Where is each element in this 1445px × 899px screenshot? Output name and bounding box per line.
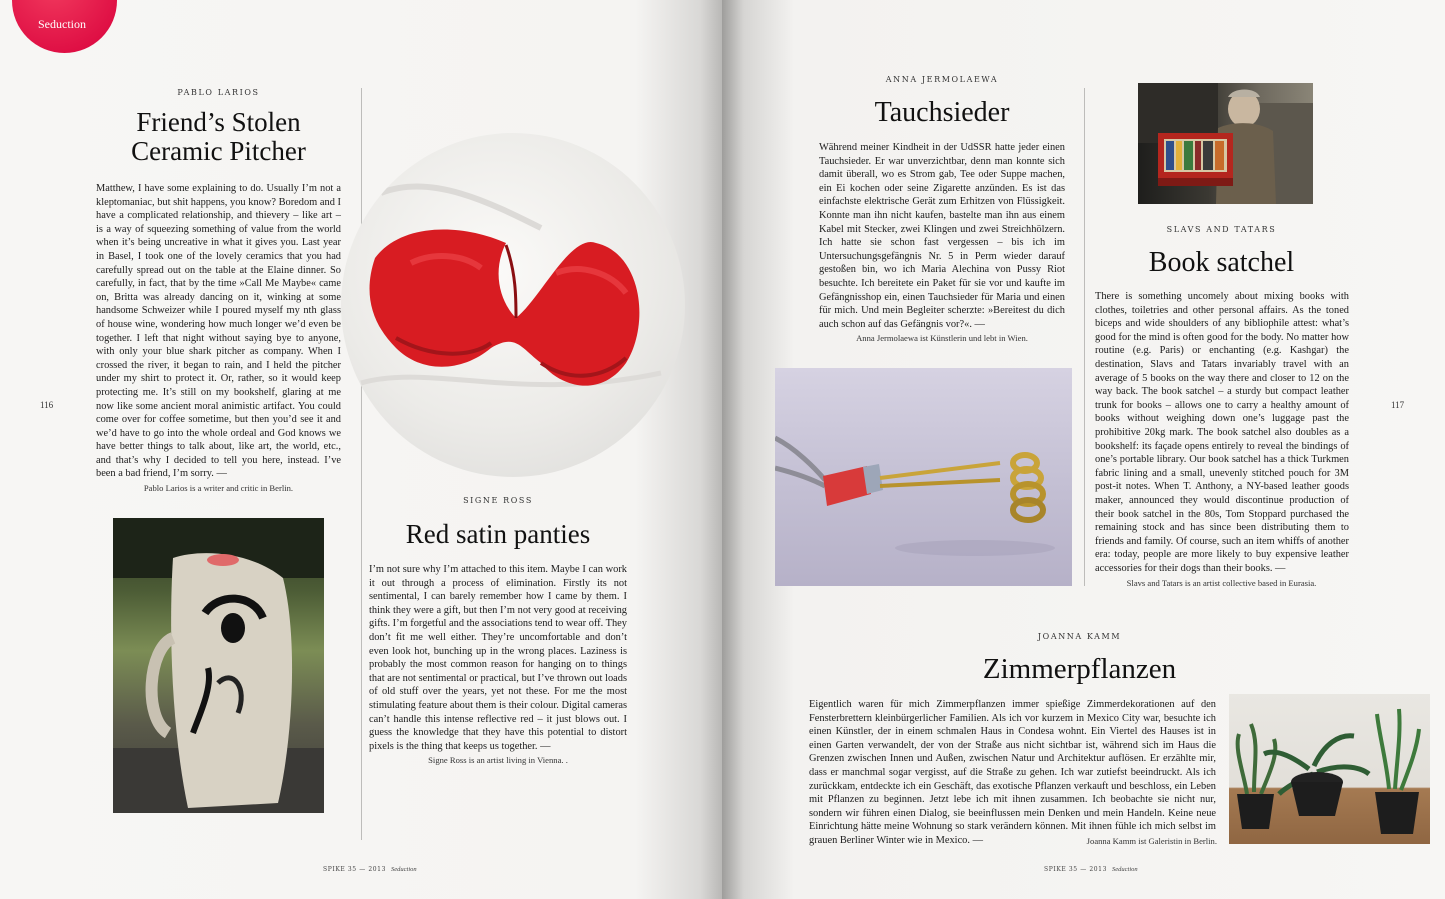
section-tag [12, 0, 117, 53]
article-title-zimmerpflanzen: Zimmerpflanzen [982, 653, 1177, 685]
footer-magazine-left: SPIKE 35 — 2013 [323, 866, 387, 873]
column-divider-right [1084, 88, 1085, 586]
book-satchel-illustration [1138, 83, 1313, 204]
right-page [722, 0, 1445, 899]
article-bio-ross: Signe Ross is an artist living in Vienna. . [428, 755, 568, 765]
immersion-heater-photo [775, 368, 1072, 586]
article-bio-kamm: Joanna Kamm ist Galeristin in Berlin. [1086, 836, 1217, 846]
article-title-pitcher: Friend’s Stolen Ceramic Pitcher [131, 107, 306, 167]
article-body-zimmerpflanzen: Eigentlich waren für mich Zimmerpflanzen immer spießige Zimmerdekorationen auf den Fensterbrettern kleinbürgerlicher Familien. Als ich vor kurzem in Mexico City war, besuchte ich einen Künstler, der in einem schmalen Haus in Condesa wohnt. Ein Viertel des Hauses ist in einen Garten verwandelt, der von der Straße aus nicht sichtbar ist, während sich im Haus die Grenzen zwischen Innen und Außen, zwischen Natur und Architektur auflösen. Er erzählte mir, dass er manchmal sogar vergisst, auf die Straße zu gehen. Ich war zutiefst beeindruckt. Als ich zurückkam, entdeckte ich ein Geschäft, das exotische Pflanzen verkauft und beschloss, ein Leben mit Pflanzen zu beginnen. Jetzt lebe ich mit ihnen zusammen. Ich beobachte sie nicht nur, sondern wir führen einen Dialog, sie beeinflussen mein Denken und mein Handeln. Keine neue Einrichtung hätte meine Wohnung so stark verändern können. Mit ihnen fühle ich mich selbst im grauen Berliner Winter wie in Mexico. — [809, 699, 1216, 846]
house-plants-illustration [1229, 694, 1430, 844]
article-title-panties: Red satin panties [405, 519, 591, 549]
article-body-book-satchel: There is something uncomely about mixing books with clothes, toiletries and other personal affairs. As the toned biceps and wide shoulders of any bibliophile attest: what’s good for the mind is often good for the body. No matter how routine (e.g. Paris) or enchanting (e.g. Kashgar) the destination, Slavs and Tatars invariably travel with an average of 5 books on the way there and closer to 12 on the way back. The book satchel – a sturdy but compact leather trunk for books – allows one to carry a healthy amount of books without weighing down one’s luggage past the prohibitive 20kg mark. The book satchel also doubles as a bookshelf: its façade opens entirely to reveal the bindings of one’s portable library. Our book satchel has a thick Turkmen fabric lining and a small, unevenly stitched pouch for 3M post-it notes. When T. Anthony, a NY-based leather goods maker, announced they would discontinue production of their book satchel in the 80s, Tom Stoppard purchased the remaining stock and has since been distributing them to friends and family. Of course, such an item whiffs of another era: today, people are more likely to buy expensive leather accessories for their dogs than their books. — [1095, 291, 1349, 574]
article-author-jermolaewa: ANNA JERMOLAEWA [885, 75, 999, 84]
article-author-kamm: JOANNA KAMM [1037, 632, 1122, 641]
article-author-slavs: SLAVS AND TATARS [1166, 225, 1277, 234]
article-body-panties: I’m not sure why I’m attached to this item. Maybe I can work it out through a process of elimination. Firstly its not sentimental, I can barely remember how I came by them. I think they were a gift, but then I’m not very good at receiving gifts. I’m forgetful and the associations tend to wear off. They don’t fit me well either. They’re uncomfortable and don’t even look hot, bunching up in the wrong places. Laziness is probably the most common reason for hanging on to things that are not sentimental or practical, but I’ve thrown out loads of old stuff over the years, yet not these. For me the most stimulating feature about them is their colour. Digital cameras can’t handle this intense reflective red – it just blows out. I guess the knowledge that they have this potential to distort pixels is the thing that keeps us together. — [369, 564, 627, 752]
article-author-ross: SIGNE ROSS [463, 496, 533, 505]
panties-photo [341, 133, 685, 477]
footer-left [323, 866, 417, 873]
pitcher-illustration [113, 518, 324, 813]
footer-section-right: Seduction [1112, 866, 1138, 873]
house-plants-photo [1229, 694, 1430, 844]
article-bio-jermolaewa: Anna Jermolaewa ist Künstlerin und lebt in Wien. [856, 333, 1028, 343]
article-body-pitcher: Matthew, I have some explaining to do. Usually I’m not a kleptomaniac, but shit happens, you know? Boredom and I have a complicated relationship, and thievery – like art – is a way of squeezing something of value from the world when it’s being uncreative in what it gives you. Last year in Basel, I took one of the lovely ceramics that you had carefully spread out on the table at the Elaine dinner. So carefully, in fact, that by the time »Call Me Maybe« came on, Britta was already dancing on it, winking at some handsome Schweizer while I poured myself my nth glass of house wine, wondering how much longer we’d even be together. I left that night without saying bye to anyone, with only your blue shark pitcher as company. When I crossed the river, it began to rain, and I held the pitcher under my shirt to protect it. Or, rather, so it would keep protecting me. It’s still on my bookshelf, glaring at me now like some ancient moral animistic artifact. You could come over for coffee sometime, but then you’d see it and we’d have to go into the whole ordeal and God knows we have better things to talk about, like art, the world, etc., and that’s why I decided to tell you here, instead. I’ve been a bad friend, I’m sorry. — [96, 183, 341, 480]
ceramic-pitcher-photo [113, 518, 324, 813]
article-bio-slavs: Slavs and Tatars is an artist collective based in Eurasia. [1126, 578, 1317, 588]
article-author-larios: PABLO LARIOS [177, 88, 260, 97]
section-tag-label: Seduction [38, 17, 86, 31]
immersion-heater-illustration [775, 368, 1072, 586]
page-number-right: 117 [1391, 400, 1405, 410]
page-number-left: 116 [40, 400, 54, 410]
column-divider [361, 88, 362, 840]
article-title-tauchsieder: Tauchsieder [874, 97, 1010, 128]
footer-right [1044, 866, 1138, 873]
book-satchel-photo [1138, 83, 1313, 204]
article-body-tauchsieder: Während meiner Kindheit in der UdSSR hatte jeder einen Tauchsieder. Er war unverzichtbar, denn man konnte sich damit überall, wo es Strom gab, Tee oder Suppe machen, ein Ei kochen oder seine Zigarette anzünden. Es ist das einfachste elektrische Gerät zum Erhitzen von Flüssigkeit. Konnte man ihn nicht kaufen, bastelte man ihn aus einem Kabel mit Stecker, zwei Klingen und zwei Streichhölzern. Ich hatte sie schon fast vergessen – bis ich im Untersuchungsgefängnis Nr. 5 in Perm wieder darauf gestoßen bin, wo ich Maria Alechina von Pussy Riot besuchte. Ich bereitete ein Paket für sie vor und kaufte im Gefängnisshop ein, einen Tauchsieder für Maria und einen für mich. Und mein Begleiter scherzte: »Bereitest du dich auch schon auf das Gefängnis vor?«. — [819, 142, 1065, 330]
left-page [0, 0, 722, 899]
article-title-book-satchel: Book satchel [1148, 247, 1295, 278]
footer-section-left: Seduction [391, 866, 417, 873]
footer-magazine-right: SPIKE 35 — 2013 [1044, 866, 1108, 873]
red-panties-illustration [341, 133, 685, 477]
article-bio-larios: Pablo Larios is a writer and critic in Berlin. [143, 483, 294, 493]
